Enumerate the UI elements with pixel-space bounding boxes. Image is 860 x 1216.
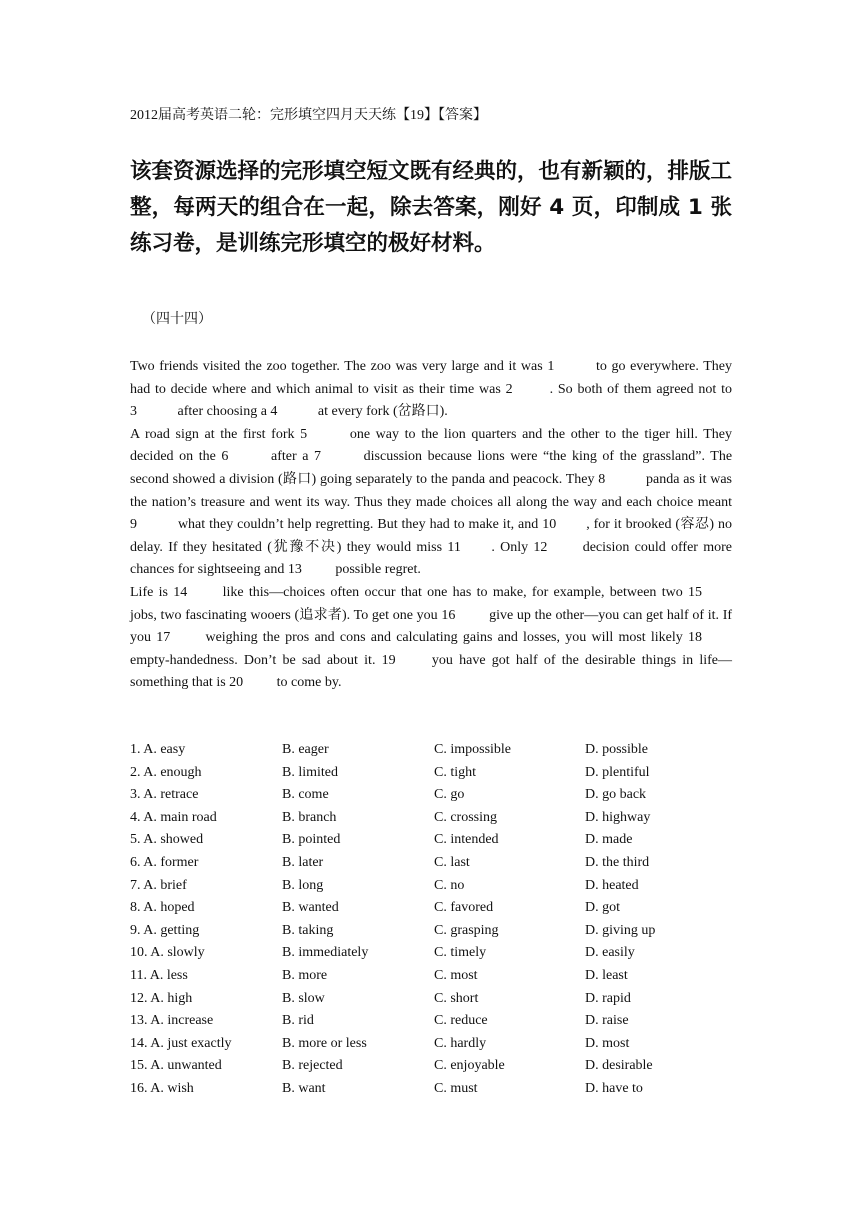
option-b: B. immediately <box>282 945 369 961</box>
option-a: 3. A. retrace <box>130 787 199 803</box>
option-b: B. rejected <box>282 1058 343 1074</box>
option-b: B. taking <box>282 922 334 938</box>
passage-text: like this—choices often occur that one has to make, for example, between two <box>222 584 683 600</box>
passage-paragraph-2 <box>130 424 732 582</box>
option-c: C. reduce <box>434 1013 488 1029</box>
blank-19: 19 <box>381 652 396 668</box>
option-c: C. hardly <box>434 1035 487 1051</box>
passage-text: A road sign at the first fork <box>130 426 295 442</box>
blank-8: 8 <box>598 471 606 487</box>
option-d: D. desirable <box>585 1058 653 1074</box>
passage-text: after choosing a <box>177 404 267 420</box>
option-a: 12. A. high <box>130 990 193 1006</box>
option-row <box>130 897 732 920</box>
blank-2: 2 <box>505 381 513 397</box>
option-c: C. most <box>434 967 478 983</box>
passage-text: . Only <box>491 539 529 555</box>
option-row <box>130 1055 732 1078</box>
option-c: C. short <box>434 990 479 1006</box>
option-b: B. want <box>282 1080 326 1096</box>
option-d: D. have to <box>585 1080 643 1096</box>
option-a: 13. A. increase <box>130 1013 214 1029</box>
option-d: D. possible <box>585 742 648 757</box>
option-d: D. made <box>585 832 633 848</box>
option-b: B. eager <box>282 742 329 757</box>
passage-text: you have got half of the desirable things in life—something that is <box>130 652 732 691</box>
passage-text: weighing the pros and cons and calculating gains and losses, you will most likely <box>205 630 683 646</box>
passage-text: , for it brooked (容忍) no delay. If they hesitated (犹豫不决) they would miss <box>130 517 732 555</box>
passage-text: to come by. <box>276 675 342 691</box>
passage-text: decision could offer more chances for sightseeing and <box>130 539 732 578</box>
option-a: 9. A. getting <box>130 922 200 938</box>
passage-text: give up the other—you can get half of it. If you <box>130 607 733 646</box>
option-row <box>130 762 732 785</box>
option-row <box>130 988 732 1011</box>
blank-17: 17 <box>156 630 171 646</box>
blank-12: 12 <box>533 539 548 555</box>
option-row <box>130 739 732 762</box>
option-row <box>130 807 732 830</box>
option-a: 2. A. enough <box>130 764 202 780</box>
passage-text: at every fork (岔路口). <box>317 404 448 420</box>
passage-text: to go everywhere. They had to decide where and which animal to visit as their time was <box>130 359 732 397</box>
option-b: B. long <box>282 877 324 893</box>
option-b: B. later <box>282 854 324 870</box>
option-a: 4. A. main road <box>130 809 217 825</box>
option-c: C. intended <box>434 832 499 848</box>
option-c: C. grasping <box>434 922 499 938</box>
options-list <box>130 739 732 1101</box>
option-d: D. plentiful <box>585 764 650 780</box>
cloze-passage <box>130 356 732 695</box>
option-row <box>130 942 732 965</box>
option-a: 11. A. less <box>130 967 188 983</box>
option-b: B. pointed <box>282 832 341 848</box>
blank-16: 16 <box>441 607 456 623</box>
passage-text: what they couldn’t help regretting. But they had to make it, and <box>177 517 539 533</box>
option-b: B. limited <box>282 764 338 780</box>
option-c: C. tight <box>434 764 477 780</box>
option-d: D. the third <box>585 854 650 870</box>
option-row <box>130 784 732 807</box>
blank-6: 6 <box>221 449 229 465</box>
option-a: 5. A. showed <box>130 832 204 848</box>
blank-9: 9 <box>130 517 137 533</box>
option-row <box>130 875 732 898</box>
passage-text: one way to the lion quarters and the other to the tiger hill. They decided on the <box>130 426 733 465</box>
option-c: C. crossing <box>434 809 497 825</box>
option-d: D. heated <box>585 877 639 893</box>
option-c: C. go <box>434 787 465 803</box>
passage-paragraph-3 <box>130 582 732 695</box>
passage-text: empty-handedness. Don’t be sad about it. <box>130 652 376 668</box>
option-d: D. raise <box>585 1013 629 1029</box>
intro-paragraph: 该套资源选择的完形填空短文既有经典的，也有新颖的，排版工整，每两天的组合在一起，除去答案，刚好 4 页，印制成 1 张练习卷，是训练完形填空的极好材料。 <box>130 159 733 256</box>
passage-text: possible regret. <box>335 562 421 578</box>
option-row <box>130 829 732 852</box>
option-row <box>130 1010 732 1033</box>
option-row <box>130 965 732 988</box>
blank-1: 1 <box>547 359 555 374</box>
option-b: B. come <box>282 787 329 803</box>
option-d: D. highway <box>585 809 651 825</box>
option-b: B. rid <box>282 1013 314 1029</box>
option-b: B. more or less <box>282 1035 367 1051</box>
option-c: C. no <box>434 877 465 893</box>
option-d: D. got <box>585 900 620 916</box>
option-a: 10. A. slowly <box>130 945 205 961</box>
option-b: B. more <box>282 967 328 983</box>
option-d: D. easily <box>585 945 635 961</box>
option-c: C. last <box>434 854 470 870</box>
passage-text: Two friends visited the zoo together. The zoo was very large and it was <box>130 359 543 374</box>
passage-text: after a <box>271 449 309 465</box>
option-b: B. wanted <box>282 900 339 916</box>
option-d: D. rapid <box>585 990 631 1006</box>
blank-14: 14 <box>173 584 188 600</box>
option-b: B. branch <box>282 809 337 825</box>
option-c: C. favored <box>434 900 494 916</box>
passage-text: discussion because lions were “the king of the grassland”. The second showed a division (路口) going separately to the panda and peacock. They <box>130 449 733 487</box>
option-c: C. impossible <box>434 742 512 757</box>
option-a: 1. A. easy <box>130 742 186 757</box>
blank-5: 5 <box>300 426 308 442</box>
option-c: C. enjoyable <box>434 1058 505 1074</box>
blank-15: 15 <box>688 584 703 600</box>
option-a: 7. A. brief <box>130 877 187 893</box>
option-c: C. timely <box>434 945 487 961</box>
blank-11: 11 <box>447 539 461 555</box>
passage-text: jobs, two fascinating wooers (追求者). To get one you <box>130 607 438 623</box>
option-d: D. least <box>585 967 628 983</box>
section-number: （四十四） <box>142 312 212 327</box>
option-d: D. go back <box>585 787 647 803</box>
blank-4: 4 <box>270 404 278 420</box>
option-row <box>130 920 732 943</box>
option-a: 15. A. unwanted <box>130 1058 222 1074</box>
blank-3: 3 <box>130 404 137 420</box>
passage-text: Life is <box>130 584 168 600</box>
option-c: C. must <box>434 1080 478 1096</box>
document-title: 2012届高考英语二轮：完形填空四月天天练【19】【答案】 <box>130 108 487 123</box>
option-row <box>130 852 732 875</box>
option-d: D. giving up <box>585 922 656 938</box>
option-row <box>130 1078 732 1101</box>
blank-20: 20 <box>229 675 244 691</box>
option-b: B. slow <box>282 990 325 1006</box>
option-a: 16. A. wish <box>130 1080 194 1096</box>
option-a: 14. A. just exactly <box>130 1035 232 1051</box>
passage-text: panda as it was the nation’s treasure and went its way. Thus they made choices all along the way and each choice meant <box>130 471 732 510</box>
blank-13: 13 <box>287 562 302 578</box>
option-a: 8. A. hoped <box>130 900 195 916</box>
passage-paragraph-1 <box>130 356 732 424</box>
blank-10: 10 <box>542 517 557 533</box>
option-row <box>130 1033 732 1056</box>
blank-18: 18 <box>688 630 703 646</box>
option-a: 6. A. former <box>130 854 199 870</box>
option-d: D. most <box>585 1035 630 1051</box>
passage-text: . So both of them agreed not to <box>549 381 732 397</box>
blank-7: 7 <box>314 449 322 465</box>
